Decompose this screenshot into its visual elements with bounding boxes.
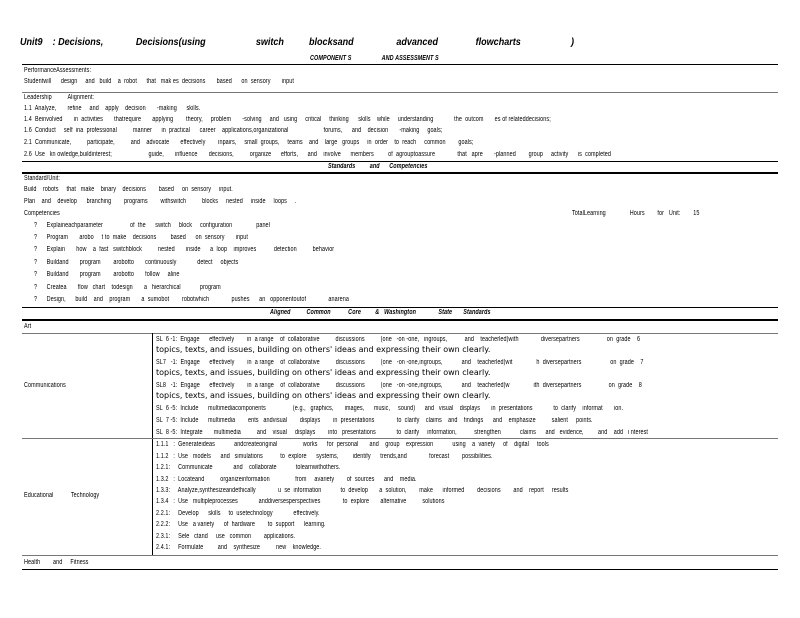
comm-standard: SL7 -1: Engage effectively in a range of collaborative discussions (one -on -one,ingroups, and teacherled)wit h diversepartners on grade 7: [156, 359, 644, 366]
divider: [22, 333, 778, 334]
competencies-heading: Competencies: [24, 210, 60, 217]
comm-standard-cont: topics, texts, and issues, building on others' ideas and expressing their own clearly.: [156, 368, 491, 377]
edtech-standard: 2.2.1: Develop skills to usetechnology effectively.: [156, 510, 320, 517]
comm-standard: SL 7 -5: Include multimedia ents andvisual displays in presentations to clarify claims and findings and emphasize salient points.: [156, 417, 593, 424]
competency-item: ? Buildand program arobotto continuously detect objects: [34, 259, 239, 266]
comm-standard-cont: topics, texts, and issues, building on others' ideas and expressing their own clearly.: [156, 391, 491, 400]
divider: [22, 569, 778, 570]
performance-text: Studentwill design and build a robot that mak es decisions based on sensory input: [24, 78, 294, 85]
standard-unit-line: Plan and develop branching programs withswitch blocks nested inside loops .: [24, 198, 297, 205]
divider: [22, 172, 778, 174]
edtech-standard: 1.3.2 : Locateand organizeinformation from avariety of sources and media.: [156, 476, 417, 483]
leadership-line: 2.6 Use kn owledge,buildinterest; guide, influence decisions, organize efforts, and involve members of agrouptoassure that apre -planned group activity is completed: [24, 151, 612, 158]
competency-item: ? Buildand program arobotto follow aline: [34, 271, 180, 278]
divider: [22, 555, 778, 556]
competency-item: ? Explaineachparameter of the switch block configuration panel: [34, 222, 270, 229]
edtech-standard: 1.1.1 : Generateideas andcreateoriginal works for personal and group expression using a variety of digital tools: [156, 441, 549, 448]
standard-unit-line: Build robots that make binary decisions based on sensory input.: [24, 186, 233, 193]
edtech-standard: 1.3.4 : Use multipleprocesses anddiversesperspectives to explore alternative solutions: [156, 498, 445, 505]
comm-standard: SL8 -1: Engage effectively in a range of collaborative discussions (one -on -one,ingroups, and teacherled)w ith diversepartners on grade 8: [156, 382, 642, 389]
leadership-line: 1.1 Analyze, refine and apply decision -making skills.: [24, 105, 201, 112]
competency-item: ? Program arobo t to make decisions based on sensory input: [34, 234, 248, 241]
aligned-header: Aligned Common Core & Washington State Standards: [270, 309, 491, 316]
standard-unit-heading: Standard/Unit:: [24, 175, 61, 182]
comm-standard: SL 6 -1: Engage effectively in a range of collaborative discussions (one -on -one, ingroups, and teacherled)with diversepartners on grade 6: [156, 336, 641, 343]
leadership-line: 1.4 Beinvolved in activities thatrequire applying theory, problem -solving and using critical thinking skills while understanding the outcom es of relateddecisions;: [24, 116, 551, 123]
divider: [22, 319, 778, 321]
performance-label: PerformanceAssessments:: [24, 67, 92, 74]
divider: [22, 92, 778, 93]
divider: [22, 161, 778, 162]
comm-standard: SL 6 -5: Include multimediacomponents (e.g., graphics, images, music, sound) and visual displays in presentations to clarify informat ion.: [156, 405, 624, 412]
leadership-line: 2.1 Communicate, participate, and advocate effectively inpairs, small groups, teams and large groups in order to reach common goals;: [24, 139, 474, 146]
edtech-standard: 2.3.1: Sele ctand use common applications.: [156, 533, 296, 540]
competency-item: ? Createa flow chart todesign a hierarchical program: [34, 284, 221, 291]
competency-item: ? Design, build and program a sumobot robotwhich pushes an opponentoutof anarena: [34, 296, 349, 303]
subject-art: Art: [24, 323, 32, 330]
components-header: COMPONENT S AND ASSESSMENT S: [310, 55, 439, 62]
edtech-standard: 1.3.3: Analyze,synthesizeandethically u se information to develop a solution, make informed decisions and report results: [156, 487, 569, 494]
leadership-heading: Leadership Alignment:: [24, 94, 95, 101]
edtech-standard: 2.4.1: Formulate and synthesize new knowledge.: [156, 544, 322, 551]
divider: [22, 64, 778, 65]
subject-communications: Communications: [24, 382, 66, 389]
subject-health-fitness: Health and Fitness: [24, 559, 89, 566]
edtech-standard: 1.1.2 : Use models and simulations to explore systems, identify trends,and forecast possibilities.: [156, 453, 493, 460]
competency-item: ? Explain how a fast switchblock nested inside a loop improves detection behavior: [34, 246, 335, 253]
divider: [22, 438, 778, 439]
total-hours: TotalLearning Hours for Unit: 15: [572, 210, 700, 217]
edtech-standard: 1.2.1: Communicate and collaborate tolearnwithothers.: [156, 464, 341, 471]
divider: [22, 307, 778, 308]
standards-header: Standards and Competencies: [328, 163, 428, 170]
comm-standard-cont: topics, texts, and issues, building on others' ideas and expressing their own clearly.: [156, 345, 491, 354]
comm-standard: SL 8 -5: Integrate multimedia and visual displays into presentations to clarify information, strengthen claims and evidence, and add i nterest: [156, 429, 648, 436]
subject-educational-technology: Educational Technology: [24, 492, 100, 499]
edtech-standard: 2.2.2: Use a variety of hardware to support learning.: [156, 521, 326, 528]
column-divider: [152, 333, 153, 555]
page-title: Unit9 : Decisions, Decisions(using switch blocksand advanced flowcharts ): [20, 36, 574, 48]
leadership-line: 1.6 Conduct self ina professional manner in practical career applications,organizational forums, and decision -making goals;: [24, 127, 443, 134]
